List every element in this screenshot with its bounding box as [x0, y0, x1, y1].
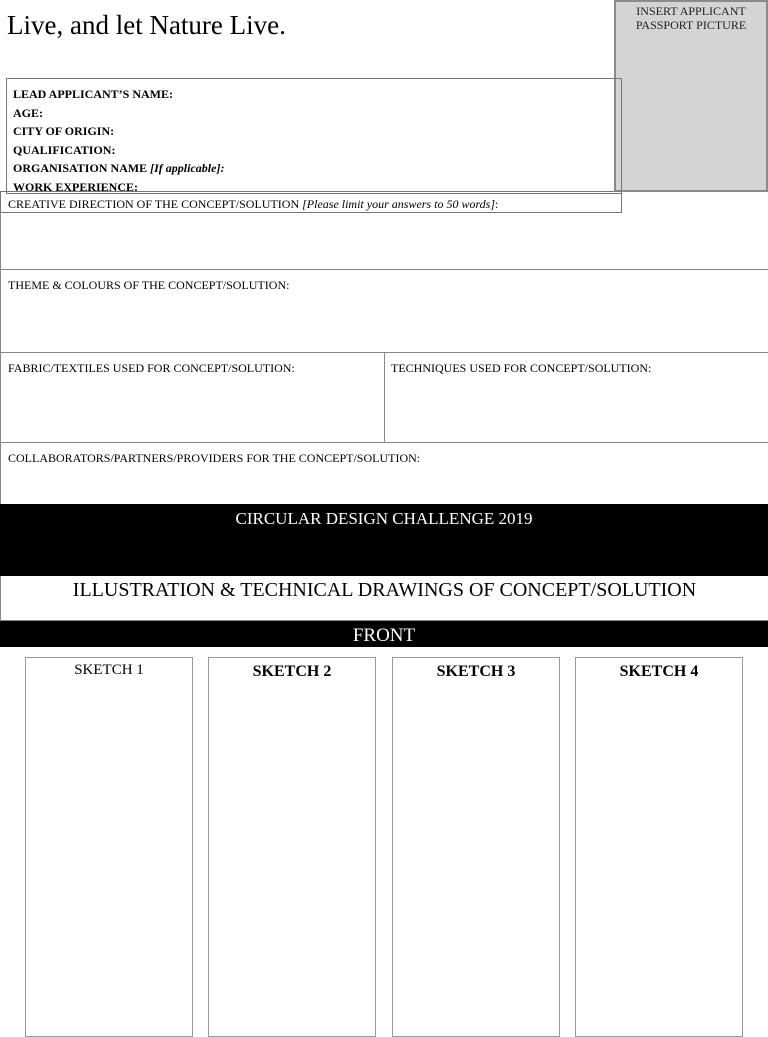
- sketch-box-2[interactable]: [208, 657, 376, 1037]
- sketch-box-4[interactable]: [575, 657, 743, 1037]
- challenge-banner: CIRCULAR DESIGN CHALLENGE 2019: [0, 504, 768, 576]
- passport-photo-placeholder[interactable]: [614, 0, 768, 192]
- sketch-box-1[interactable]: [25, 657, 193, 1037]
- page-title: Live, and let Nature Live.: [7, 10, 286, 40]
- creative-direction-field[interactable]: [0, 213, 768, 270]
- city-label: CITY OF ORIGIN:: [13, 124, 115, 138]
- applicant-info-box[interactable]: [6, 78, 622, 194]
- sketch-label-2: SKETCH 2: [252, 663, 332, 680]
- creative-direction-text: CREATIVE DIRECTION OF THE CONCEPT/SOLUTION: [8, 197, 303, 211]
- photo-label-line-2: PASSPORT PICTURE: [635, 18, 747, 32]
- techniques-field[interactable]: [384, 352, 768, 443]
- front-view-banner: FRONT: [0, 621, 768, 647]
- qualification-label: QUALIFICATION:: [13, 142, 116, 157]
- organisation-hint: [If applicable]:: [150, 161, 225, 175]
- photo-label-line-1: INSERT APPLICANT: [636, 4, 746, 18]
- collaborators-field[interactable]: [0, 442, 768, 505]
- fabric-textiles-label: FABRIC/TEXTILES USED FOR CONCEPT/SOLUTION:: [8, 361, 295, 375]
- theme-colours-label: THEME & COLOURS OF THE CONCEPT/SOLUTION:: [8, 278, 290, 292]
- creative-direction-label-bar: [0, 191, 622, 213]
- sketch-label-1: SKETCH 1: [74, 662, 144, 678]
- theme-colours-field[interactable]: [0, 269, 768, 353]
- lead-name-label: LEAD APPLICANT’S NAME:: [13, 87, 174, 101]
- organisation-label-text: ORGANISATION NAME: [13, 161, 151, 175]
- sketch-label-4: SKETCH 4: [619, 663, 699, 680]
- experience-label: WORK EXPERIENCE:: [13, 179, 139, 194]
- sketch-box-3[interactable]: [392, 657, 560, 1037]
- creative-direction-colon: :: [495, 197, 499, 211]
- techniques-label: TECHNIQUES USED FOR CONCEPT/SOLUTION:: [391, 361, 652, 375]
- illustration-heading: ILLUSTRATION & TECHNICAL DRAWINGS OF CONCEPT/SOLUTION: [0, 576, 768, 621]
- organisation-label: [13, 159, 224, 178]
- sketch-label-3: SKETCH 3: [436, 663, 516, 680]
- fabric-textiles-field[interactable]: [0, 352, 385, 443]
- creative-direction-label: [8, 197, 498, 212]
- age-label: AGE:: [13, 105, 43, 120]
- creative-direction-hint: [Please limit your answers to 50 words]: [302, 197, 496, 211]
- collaborators-label: COLLABORATORS/PARTNERS/PROVIDERS FOR THE CONCEPT/SOLUTION:: [8, 451, 421, 465]
- photo-label: [616, 2, 766, 32]
- applicant-info-list: [13, 85, 224, 196]
